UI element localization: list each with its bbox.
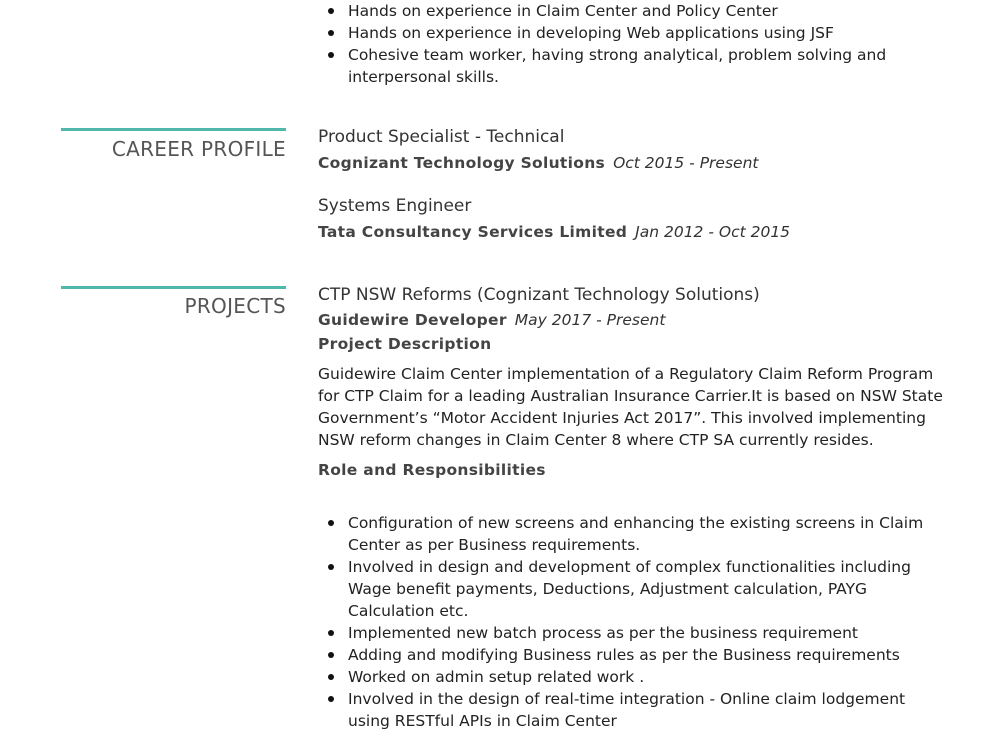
list-item: Adding and modifying Business rules as per the Business requirements: [318, 644, 943, 666]
project-title: CTP NSW Reforms (Cognizant Technology Solutions): [318, 285, 760, 305]
company-name: Cognizant Technology Solutions: [318, 154, 606, 172]
section-divider: [61, 128, 286, 131]
job-title: Product Specialist - Technical: [318, 127, 565, 147]
responsibilities-list: [318, 512, 943, 732]
section-heading-projects: PROJECTS: [184, 294, 286, 318]
company-name: Tata Consultancy Services Limited: [318, 223, 628, 241]
job-title: Systems Engineer: [318, 196, 472, 216]
job-dates: Jan 2012 - Oct 2015: [635, 223, 791, 241]
list-item: Involved in design and development of complex functionalities including Wage benefit payments, Deductions, Adjustment calculation, PAYG Calculation etc.: [318, 556, 943, 622]
project-description-label: Project Description: [318, 335, 492, 353]
project-dates: May 2017 - Present: [514, 311, 666, 329]
section-heading-career-profile: CAREER PROFILE: [111, 137, 286, 161]
list-item: Hands on experience in Claim Center and Policy Center: [318, 0, 918, 22]
list-item: Involved in the design of real-time integration - Online claim lodgement using RESTful APIs in Claim Center: [318, 688, 943, 732]
responsibilities-label: Role and Responsibilities: [318, 461, 546, 479]
project-description: Guidewire Claim Center implementation of a Regulatory Claim Reform Program for CTP Claim for a leading Australian Insurance Carrier.It is based on NSW State Government’s “Motor Accident Injuries Act 2017”. This involved implementing NSW reform changes in Claim Center 8 where CTP SA currently resides.: [318, 365, 943, 449]
section-divider: [61, 286, 286, 289]
list-item: Cohesive team worker, having strong analytical, problem solving and interpersonal skills.: [318, 44, 918, 88]
list-item: Configuration of new screens and enhancing the existing screens in Claim Center as per Business requirements.: [318, 512, 943, 556]
skills-bullet-list: [318, 0, 918, 88]
project-role: Guidewire Developer: [318, 311, 507, 329]
list-item: Worked on admin setup related work .: [318, 666, 943, 688]
job-entry: [318, 125, 758, 177]
list-item: Implemented new batch process as per the business requirement: [318, 622, 943, 644]
project-entry: [318, 283, 948, 481]
job-dates: Oct 2015 - Present: [613, 154, 759, 172]
list-item: Hands on experience in developing Web applications using JSF: [318, 22, 918, 44]
job-entry: [318, 194, 790, 246]
